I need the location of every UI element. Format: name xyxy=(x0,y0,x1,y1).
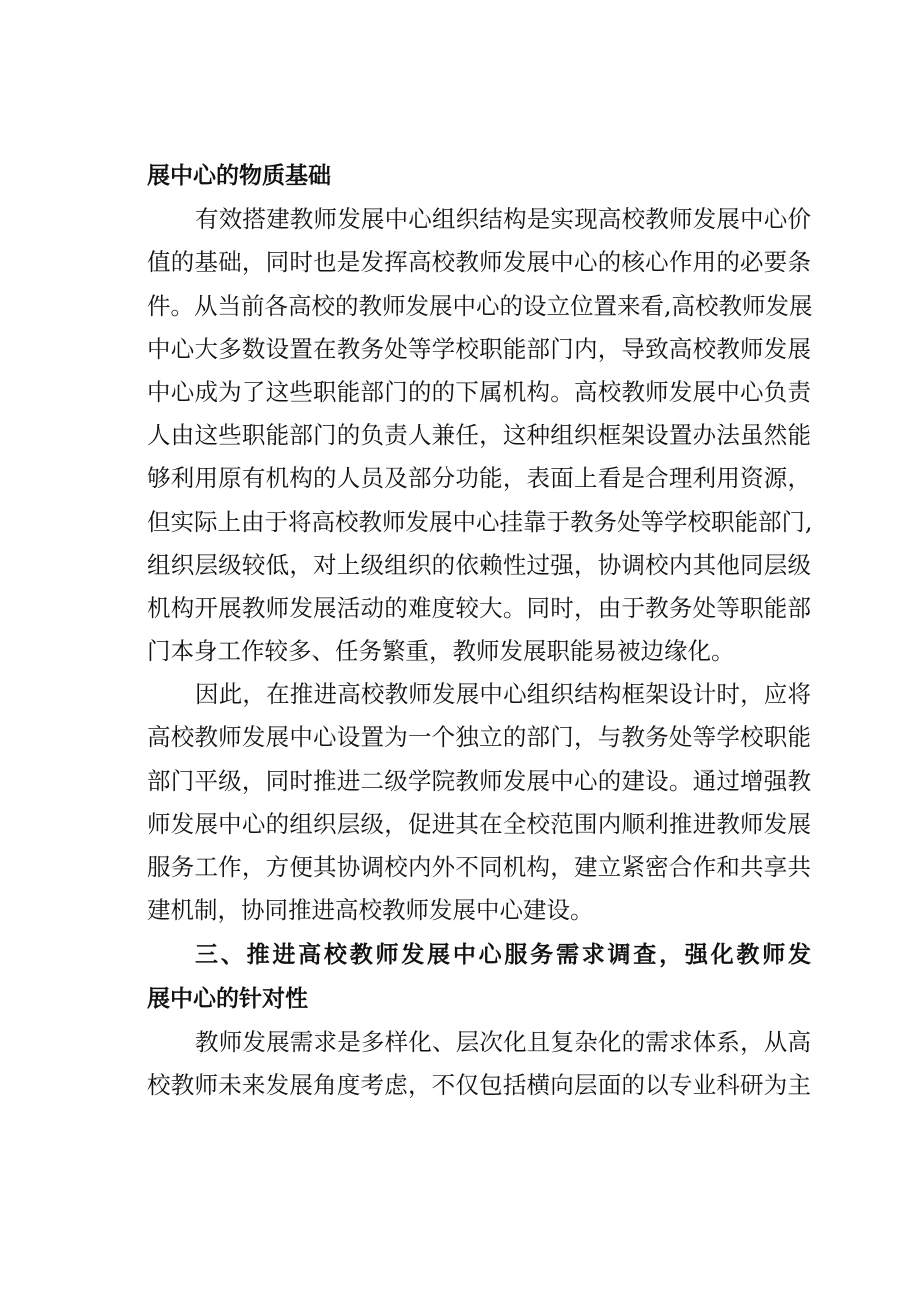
paragraph-line: 高校教师发展中心设置为一个独立的部门，与教务处等学校职能 xyxy=(147,723,811,752)
paragraph-line: 因此，在推进高校教师发展中心组织结构框架设计时，应将 xyxy=(195,680,811,709)
paragraph-line: 值的基础，同时也是发挥高校教师发展中心的核心作用的必要条 xyxy=(147,248,811,277)
paragraph-line: 中心大多数设置在教务处等学校职能部门内，导致高校教师发展 xyxy=(147,334,811,363)
document-page xyxy=(147,155,811,1107)
section-heading-line: 三、推进高校教师发展中心服务需求调查，强化教师发 xyxy=(195,942,811,969)
paragraph-line: 建机制，协同推进高校教师发展中心建设。 xyxy=(147,896,594,925)
paragraph-line: 教师发展需求是多样化、层次化且复杂化的需求体系，从高 xyxy=(195,1027,811,1056)
paragraph-org-structure xyxy=(147,198,811,673)
paragraph-line: 部门平级，同时推进二级学院教师发展中心的建设。通过增强教 xyxy=(147,766,811,795)
paragraph-line: 件。从当前各高校的教师发展中心的设立位置来看,高校教师发展 xyxy=(147,291,813,320)
paragraph-line: 中心成为了这些职能部门的的下属机构。高校教师发展中心负责 xyxy=(147,377,811,406)
paragraph-line: 组织层级较低，对上级组织的依赖性过强，协调校内其他同层级 xyxy=(147,550,811,579)
paragraph-line: 门本身工作较多、任务繁重，教师发展职能易被边缘化。 xyxy=(147,637,735,666)
section-3-heading xyxy=(147,934,811,1020)
paragraph-line: 够利用原有机构的人员及部分功能，表面上看是合理利用资源， xyxy=(147,464,811,493)
paragraph-line: 服务工作，方便其协调校内外不同机构，建立紧密合作和共享共 xyxy=(147,853,811,881)
paragraph-line: 有效搭建教师发展中心组织结构是实现高校教师发展中心价 xyxy=(195,205,811,234)
paragraph-line: 师发展中心的组织层级，促进其在全校范围内顺利推进教师发展 xyxy=(147,809,811,838)
section-heading-line: 展中心的针对性 xyxy=(147,985,308,1012)
section-heading-continued: 展中心的物质基础 xyxy=(147,163,331,189)
paragraph-line: 机构开展教师发展活动的难度较大。同时，由于教务处等职能部 xyxy=(147,593,811,622)
paragraph-recommendation xyxy=(147,673,811,932)
paragraph-line: 但实际上由于将高校教师发展中心挂靠于教务处等学校职能部门, xyxy=(147,507,813,536)
paragraph-needs xyxy=(147,1021,811,1107)
paragraph-line: 人由这些职能部门的负责人兼任，这种组织框架设置办法虽然能 xyxy=(147,421,811,450)
paragraph-line: 校教师未来发展角度考虑，不仅包括横向层面的以专业科研为主 xyxy=(147,1070,811,1099)
